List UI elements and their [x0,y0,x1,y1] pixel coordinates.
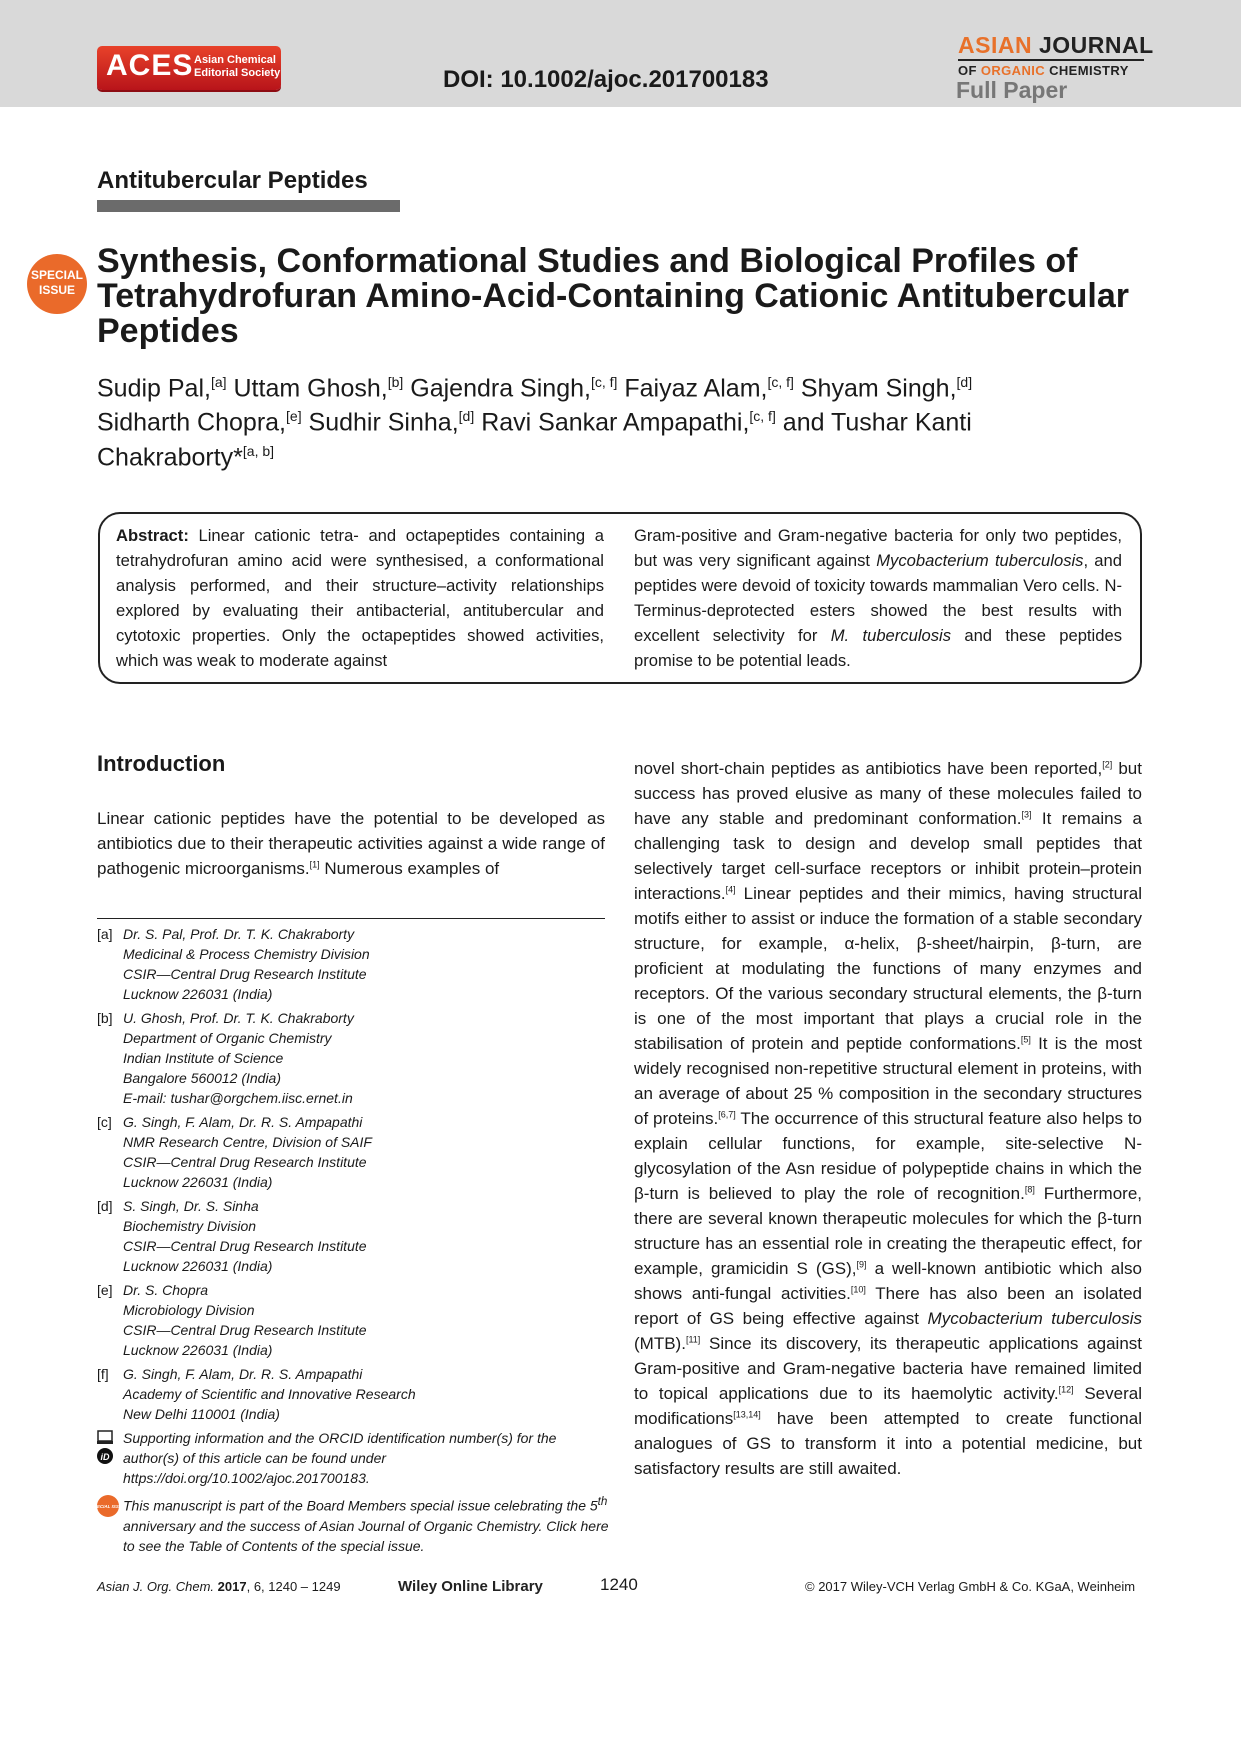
citation-ref[interactable]: [4] [725,884,736,895]
journal-subtitle: OF ORGANIC CHEMISTRY [958,63,1129,78]
affiliation-text: Dr. S. Chopra Microbiology Division CSIR—Central Drug Research Institute Lucknow 226031 (India) [123,1282,367,1358]
citation-ref[interactable]: [5] [1020,1034,1031,1045]
citation-ref[interactable]: [9] [856,1259,867,1270]
author-name: Sidharth Chopra, [97,408,287,437]
author-name: Faiyaz Alam, [624,374,768,403]
citation-ref[interactable]: [8] [1024,1184,1035,1195]
citation-ref[interactable]: [11] [685,1334,701,1345]
author-affiliation: [d] [956,374,973,390]
affiliation-item [97,1196,609,1276]
supporting-info-note[interactable] [97,1428,609,1488]
italic-term: Mycobacterium tuberculosis [927,1309,1142,1328]
aces-logo[interactable] [97,46,281,90]
affiliation-item [97,1112,609,1192]
author-name: Uttam Ghosh, [233,374,388,403]
author-name: and Tushar Kanti Chakraborty* [97,408,972,471]
doi-link[interactable]: DOI: 10.1002/ajoc.201700183 [443,66,769,93]
intro-right-paragraph: novel short-chain peptides as antibiotics have been reported,[2] but success has proved elusive as many of these molecules failed to have any stable and predominant conformation.[3] It remains a challenging task to design and develop small peptides that selectively target cell-surface receptors or inhibit protein–protein interactions.[4] Linear peptides and their mimics, having structural motifs either to assist or induce the formation of a stable secondary structure, for example, α-helix, β-sheet/hairpin, β-turn, are proficient at modulating the functions of many enzymes and receptors. Of the various secondary structural elements, the β-turn is one of the most important that plays a crucial role in the stabilisation of protein and peptide conformations.[5] It is the most widely recognised non-repetitive structural element in proteins, with an average of about 25 % composition in the secondary structures of proteins.[6,7] The occurrence of this structural feature also helps to explain cellular functions, for example, site-selective N-glycosylation of the Asn residue of polypeptide chains in which the β-turn is believed to play the role of recognition.[8] Furthermore, there are several known therapeutic molecules for which the β-turn structure has an essential role in creating the therapeutic effect, for example, gramicidin S (GS),[9] a well-known antibiotic which also shows anti-fungal activities.[10] There has also been an isolated report of GS being effective against Mycobacterium tuberculosis (MTB).[11] Since its discovery, its therapeutic applications against Gram-positive and Gram-negative bacteria have remained limited to topical applications due to its haemolytic activity.[12] Several modifications[13,14] have been attempted to create functional analogues of GS to transform it into a potential medicine, but satisfactory results are still awaited. [634,759,1143,1478]
author-affiliation: [e] [286,408,302,425]
citation-ref[interactable]: [3] [1021,809,1032,820]
supporting-info-icon [97,1431,113,1470]
author-affiliation: [c, f] [749,408,776,425]
author-affiliation: [b] [387,374,404,390]
introduction-heading: Introduction [97,751,226,776]
article-type: Full Paper [956,77,1068,103]
abstract-box [98,512,1142,684]
svg-text:SPECIAL ISSUE: SPECIAL ISSUE [90,1504,126,1509]
footer-citation: Asian J. Org. Chem. 2017, 6, 1240 – 1249 [97,1579,341,1594]
affiliation-text: G. Singh, F. Alam, Dr. R. S. Ampapathi Academy of Scientific and Innovative Research New Delhi 110001 (India) [123,1366,416,1422]
affiliations-footnotes [90,924,609,1560]
citation-ref[interactable]: [10] [850,1284,866,1295]
journal-title: ASIAN JOURNAL [958,32,1154,58]
supporting-info-text: Supporting information and the ORCID identification number(s) for the author(s) of this article can be found under https://doi.org/10.1002/ajoc.201700183. [123,1430,557,1486]
author-name: Sudhir Sinha, [308,408,459,437]
wiley-online-library-link[interactable]: Wiley Online Library [398,1578,543,1595]
citation-ref[interactable]: [6,7] [718,1109,736,1120]
author-list [97,368,1057,471]
logo-word: ACES [106,49,194,82]
author-name: Shyam Singh, [800,374,957,403]
affiliation-text: U. Ghosh, Prof. Dr. T. K. Chakraborty Department of Organic Chemistry Indian Institute of Science Bangalore 560012 (India) E-mail: tushar@orgchem.iisc.ernet.in [123,1010,354,1106]
citation-ref[interactable]: [12] [1058,1384,1074,1395]
abstract-text-left: Linear cationic tetra- and octapeptides containing a tetrahydrofuran amino acid were synthesised, a conformational analysis performed, and their structure–activity relationships explored by evaluating their antibacterial, antitubercular and cytotoxic properties. Only the octapeptides showed activities, which was weak to moderate against [116,526,604,670]
affiliation-text: S. Singh, Dr. S. Sinha Biochemistry Division CSIR—Central Drug Research Institute Lucknow 226031 (India) [123,1198,367,1274]
author-affiliation: [a, b] [242,442,275,459]
citation-ref[interactable]: [1] [309,859,320,870]
affiliation-item [97,1008,609,1108]
affiliation-list [97,924,609,1424]
abstract-left-column [116,523,604,673]
copyright: © 2017 Wiley-VCH Verlag GmbH & Co. KGaA, Weinheim [805,1579,1136,1594]
journal-divider [958,59,1144,61]
affiliation-tag: [c] [97,1114,112,1130]
author-name: Ravi Sankar Ampapathi, [481,408,750,437]
footnote-divider [97,918,605,919]
citation-ref[interactable]: [13,14] [733,1409,761,1420]
author-affiliation: [d] [458,408,475,425]
affiliation-tag: [a] [97,926,113,942]
affiliation-tag: [b] [97,1010,113,1026]
affiliation-text: Dr. S. Pal, Prof. Dr. T. K. Chakraborty Medicinal & Process Chemistry Division CSIR—Central Drug Research Institute Lucknow 226031 (India) [123,926,370,1002]
badge-line-2: ISSUE [38,283,75,297]
special-issue-icon [90,1495,126,1522]
affiliation-item [97,1280,609,1360]
section-label: Antitubercular Peptides [97,167,368,194]
author-affiliation: [c, f] [767,374,794,390]
author-name: Sudip Pal, [97,374,211,403]
orcid-icon: iD [100,1452,110,1462]
logo-subtitle-2: Editorial Society [194,67,281,79]
section-bar [97,200,400,212]
citation-ref[interactable]: [2] [1102,759,1113,770]
affiliation-text: G. Singh, F. Alam, Dr. R. S. Ampapathi NMR Research Centre, Division of SAIF CSIR—Central Drug Research Institute Lucknow 226031 (India) [123,1114,372,1190]
abstract-heading: Abstract: [116,526,189,545]
special-issue-note[interactable]: SPECIAL ISSUE This manuscript is part of the Board Members special issue celebrating the 5th anniversary and the success of Asian Journal of Organic Chemistry. Click here to see the Table of Contents of the special issue. [90,1495,609,1554]
affiliation-tag: [f] [97,1366,109,1382]
author-affiliation: [a] [210,374,227,390]
intro-left-paragraph: Linear cationic peptides have the potential to be developed as antibiotics due to their therapeutic activities against a wide range of pathogenic microorganisms.[1] Numerous examples of [97,809,605,878]
logo-subtitle-1: Asian Chemical [194,54,276,66]
abstract-right-column: Gram-positive and Gram-negative bacteria for only two peptides, but was very significant against Mycobacterium tuberculosis, and peptides were devoid of toxicity towards mammalian Vero cells. N-Terminus-deprotected esters showed the best results with excellent selectivity for M. tuberculosis and these peptides promise to be potential leads. [634,526,1122,670]
abstract-organism-italic: Mycobacterium tuberculosis [876,551,1084,570]
special-issue-badge[interactable] [27,254,87,314]
badge-line-1: SPECIAL [30,268,83,282]
affiliation-item [97,924,609,1004]
affiliation-item [97,1364,609,1424]
affiliation-tag: [e] [97,1282,113,1298]
page-number: 1240 [600,1575,638,1594]
author-name: Gajendra Singh, [410,374,591,403]
article-title: Synthesis, Conformational Studies and Biological Profiles of Tetrahydrofuran Amino-Acid-Containing Cationic Antitubercular Peptides [97,242,1129,350]
author-affiliation: [c, f] [590,374,618,390]
affiliation-tag: [d] [97,1198,113,1214]
